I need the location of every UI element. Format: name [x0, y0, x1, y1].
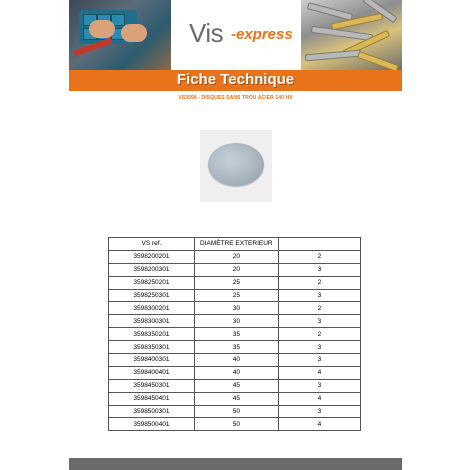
- diameter-cell: 50: [194, 405, 278, 418]
- header-banner: [69, 0, 402, 70]
- ref-cell: 3598250301: [109, 289, 195, 302]
- screw: [357, 51, 399, 70]
- table-row: [109, 289, 361, 302]
- table-row: [109, 354, 361, 367]
- value-cell: 3: [278, 263, 360, 276]
- value-cell: 2: [278, 302, 360, 315]
- value-cell: 2: [278, 276, 360, 289]
- title-divider: [69, 89, 402, 91]
- value-cell: 3: [278, 289, 360, 302]
- value-cell: 3: [278, 379, 360, 392]
- screw: [307, 2, 353, 21]
- diameter-cell: 30: [194, 315, 278, 328]
- value-cell: 3: [278, 341, 360, 354]
- column-header: [278, 238, 360, 251]
- diameter-cell: 45: [194, 379, 278, 392]
- diameter-cell: 40: [194, 366, 278, 379]
- value-cell: 3: [278, 315, 360, 328]
- diameter-cell: 20: [194, 263, 278, 276]
- ref-cell: 3598350301: [109, 341, 195, 354]
- table-row: [109, 328, 361, 341]
- diameter-cell: 50: [194, 418, 278, 431]
- value-cell: 4: [278, 418, 360, 431]
- toolbox-photo: [69, 0, 171, 70]
- ref-cell: 3598450301: [109, 379, 195, 392]
- logo-vis-text: Vis: [189, 18, 224, 48]
- product-subtitle: VS3598 - DISQUES SANS TROU ACIER 140 HV: [178, 95, 293, 101]
- diameter-cell: 25: [194, 289, 278, 302]
- value-cell: 3: [278, 354, 360, 367]
- table-row: [109, 392, 361, 405]
- screws-photo: [301, 0, 402, 70]
- value-cell: 3: [278, 405, 360, 418]
- ref-cell: 3598400301: [109, 354, 195, 367]
- ref-cell: 3598400401: [109, 366, 195, 379]
- table-row: [109, 276, 361, 289]
- product-image: [200, 130, 272, 202]
- hand: [89, 20, 115, 38]
- ref-cell: 3598200201: [109, 250, 195, 263]
- table-row: [109, 418, 361, 431]
- table-row: [109, 315, 361, 328]
- table-row: [109, 366, 361, 379]
- column-header: VS ref.: [109, 238, 195, 251]
- table-row: [109, 405, 361, 418]
- value-cell: 4: [278, 366, 360, 379]
- table-row: [109, 250, 361, 263]
- ref-cell: 3598350201: [109, 328, 195, 341]
- column-header: DIAMÈTRE EXTERIEUR: [194, 238, 278, 251]
- spec-table: [108, 237, 361, 431]
- diameter-cell: 35: [194, 328, 278, 341]
- logo: [171, 0, 301, 70]
- diameter-cell: 40: [194, 354, 278, 367]
- ref-cell: 3598300301: [109, 315, 195, 328]
- ref-cell: 3598500301: [109, 405, 195, 418]
- table-row: [109, 263, 361, 276]
- value-cell: 4: [278, 392, 360, 405]
- hand: [121, 24, 147, 42]
- value-cell: 2: [278, 250, 360, 263]
- table-row: [109, 341, 361, 354]
- diameter-cell: 25: [194, 276, 278, 289]
- diameter-cell: 30: [194, 302, 278, 315]
- value-cell: 2: [278, 328, 360, 341]
- logo-express-text: -express: [231, 26, 293, 43]
- table-row: [109, 379, 361, 392]
- diameter-cell: 45: [194, 392, 278, 405]
- ref-cell: 3598450401: [109, 392, 195, 405]
- diameter-cell: 35: [194, 341, 278, 354]
- screw: [305, 50, 361, 62]
- ref-cell: 3598200301: [109, 263, 195, 276]
- footer-bar: [69, 458, 402, 470]
- sanding-disc-icon: [208, 143, 264, 186]
- table-header-row: [109, 238, 361, 251]
- diameter-cell: 20: [194, 250, 278, 263]
- ref-cell: 3598250201: [109, 276, 195, 289]
- page-title: Fiche Technique: [69, 70, 402, 89]
- ref-cell: 3598300201: [109, 302, 195, 315]
- table-row: [109, 302, 361, 315]
- ref-cell: 3598500401: [109, 418, 195, 431]
